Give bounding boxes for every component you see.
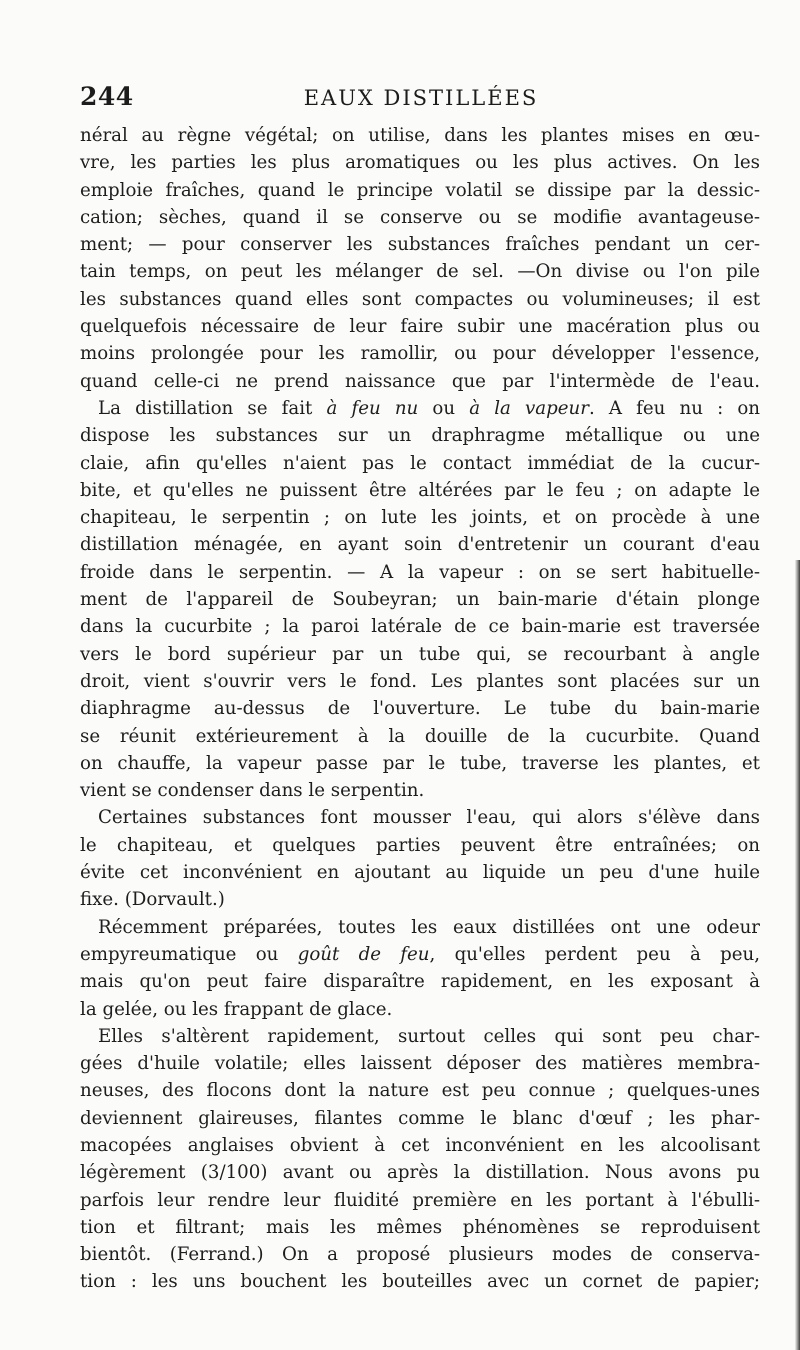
- text-line: quand celle-ci ne prend naissance que par l'intermède de l'eau.: [80, 370, 760, 392]
- text-line: évite cet inconvénient en ajoutant au liquide un peu d'une huile: [80, 862, 760, 884]
- text-line: tain temps, on peut les mélanger de sel. —On divise ou l'on pile: [80, 261, 760, 283]
- text-line: mais qu'on peut faire disparaître rapidement, en les exposant à: [80, 971, 760, 993]
- text-line: tion : les uns bouchent les bouteilles avec un cornet de papier;: [80, 1271, 760, 1293]
- text-line: bite, et qu'elles ne puissent être altérées par le feu ; on adapte le: [80, 479, 760, 501]
- text-line: vre, les parties les plus aromatiques ou les plus actives. On les: [80, 152, 760, 174]
- text-line: La distillation se fait à feu nu ou à la vapeur. A feu nu : on: [98, 397, 761, 419]
- text-line: claie, afin qu'elles n'aient pas le contact immédiat de la cucur-: [80, 452, 760, 474]
- text-line: Certaines substances font mousser l'eau, qui alors s'élève dans: [98, 807, 760, 829]
- text-line: chapiteau, le serpentin ; on lute les joints, et on procède à une: [80, 507, 760, 529]
- text-line: dispose les substances sur un draphragme métallique ou une: [80, 425, 760, 447]
- running-title: EAUX DISTILLÉES: [303, 86, 539, 110]
- text-line: Elles s'altèrent rapidement, surtout celles qui sont peu char-: [98, 1025, 760, 1047]
- text-line: deviennent glaireuses, filantes comme le blanc d'œuf ; les phar-: [80, 1107, 760, 1129]
- text-line: cation; sèches, quand il se conserve ou se modifie avantageuse-: [80, 206, 760, 228]
- text-line: ment; — pour conserver les substances fraîches pendant un cer-: [80, 234, 760, 256]
- text-line: parfois leur rendre leur fluidité première en les portant à l'ébulli-: [80, 1189, 760, 1211]
- text-line: la gelée, ou les frappant de glace.: [80, 998, 393, 1020]
- text-line: droit, vient s'ouvrir vers le fond. Les plantes sont placées sur un: [80, 670, 760, 692]
- text-line: néral au règne végétal; on utilise, dans les plantes mises en œu-: [80, 125, 760, 146]
- text-line: moins prolongée pour les ramollir, ou pour développer l'essence,: [80, 343, 760, 365]
- text-line: fixe. (Dorvault.): [80, 889, 225, 911]
- text-line: vient se condenser dans le serpentin.: [80, 780, 425, 802]
- text-line: les substances quand elles sont compactes ou volumineuses; il est: [80, 288, 760, 310]
- text-line: empyreumatique ou goût de feu, qu'elles perdent peu à peu,: [80, 943, 760, 965]
- text-line: diaphragme au-dessus de l'ouverture. Le tube du bain-marie: [80, 698, 760, 720]
- text-line: tion et filtrant; mais les mêmes phénomènes se reproduisent: [80, 1216, 760, 1238]
- text-line: ment de l'appareil de Soubeyran; un bain-marie d'étain plonge: [80, 589, 760, 611]
- text-line: macopées anglaises obvient à cet inconvénient en les alcoolisant: [80, 1134, 760, 1156]
- text-line: emploie fraîches, quand le principe volatil se dissipe par la dessic-: [80, 179, 760, 201]
- body-text: [80, 122, 760, 1296]
- text-line: neuses, des flocons dont la nature est peu connue ; quelques-unes: [80, 1080, 760, 1102]
- page-number: 244: [80, 82, 134, 111]
- text-line: se réunit extérieurement à la douille de la cucurbite. Quand: [80, 725, 760, 747]
- text-line: distillation ménagée, en ayant soin d'entretenir un courant d'eau: [80, 534, 760, 556]
- page-edge-shadow: [795, 560, 800, 1350]
- text-line: dans la cucurbite ; la paroi latérale de ce bain-marie est traversée: [80, 616, 760, 638]
- text-line: gées d'huile volatile; elles laissent déposer des matières membra-: [80, 1053, 760, 1075]
- text-line: froide dans le serpentin. — A la vapeur : on se sert habituelle-: [80, 561, 760, 583]
- text-line: bientôt. (Ferrand.) On a proposé plusieurs modes de conserva-: [80, 1244, 760, 1266]
- text-line: Récemment préparées, toutes les eaux distillées ont une odeur: [98, 916, 760, 938]
- text-line: quelquefois nécessaire de leur faire subir une macération plus ou: [80, 316, 760, 338]
- text-line: vers le bord supérieur par un tube qui, se recourbant à angle: [80, 643, 760, 665]
- text-line: on chauffe, la vapeur passe par le tube, traverse les plantes, et: [80, 752, 760, 774]
- page-header: [80, 82, 762, 118]
- text-line: légèrement (3/100) avant ou après la distillation. Nous avons pu: [80, 1162, 760, 1184]
- text-line: le chapiteau, et quelques parties peuvent être entraînées; on: [80, 834, 760, 856]
